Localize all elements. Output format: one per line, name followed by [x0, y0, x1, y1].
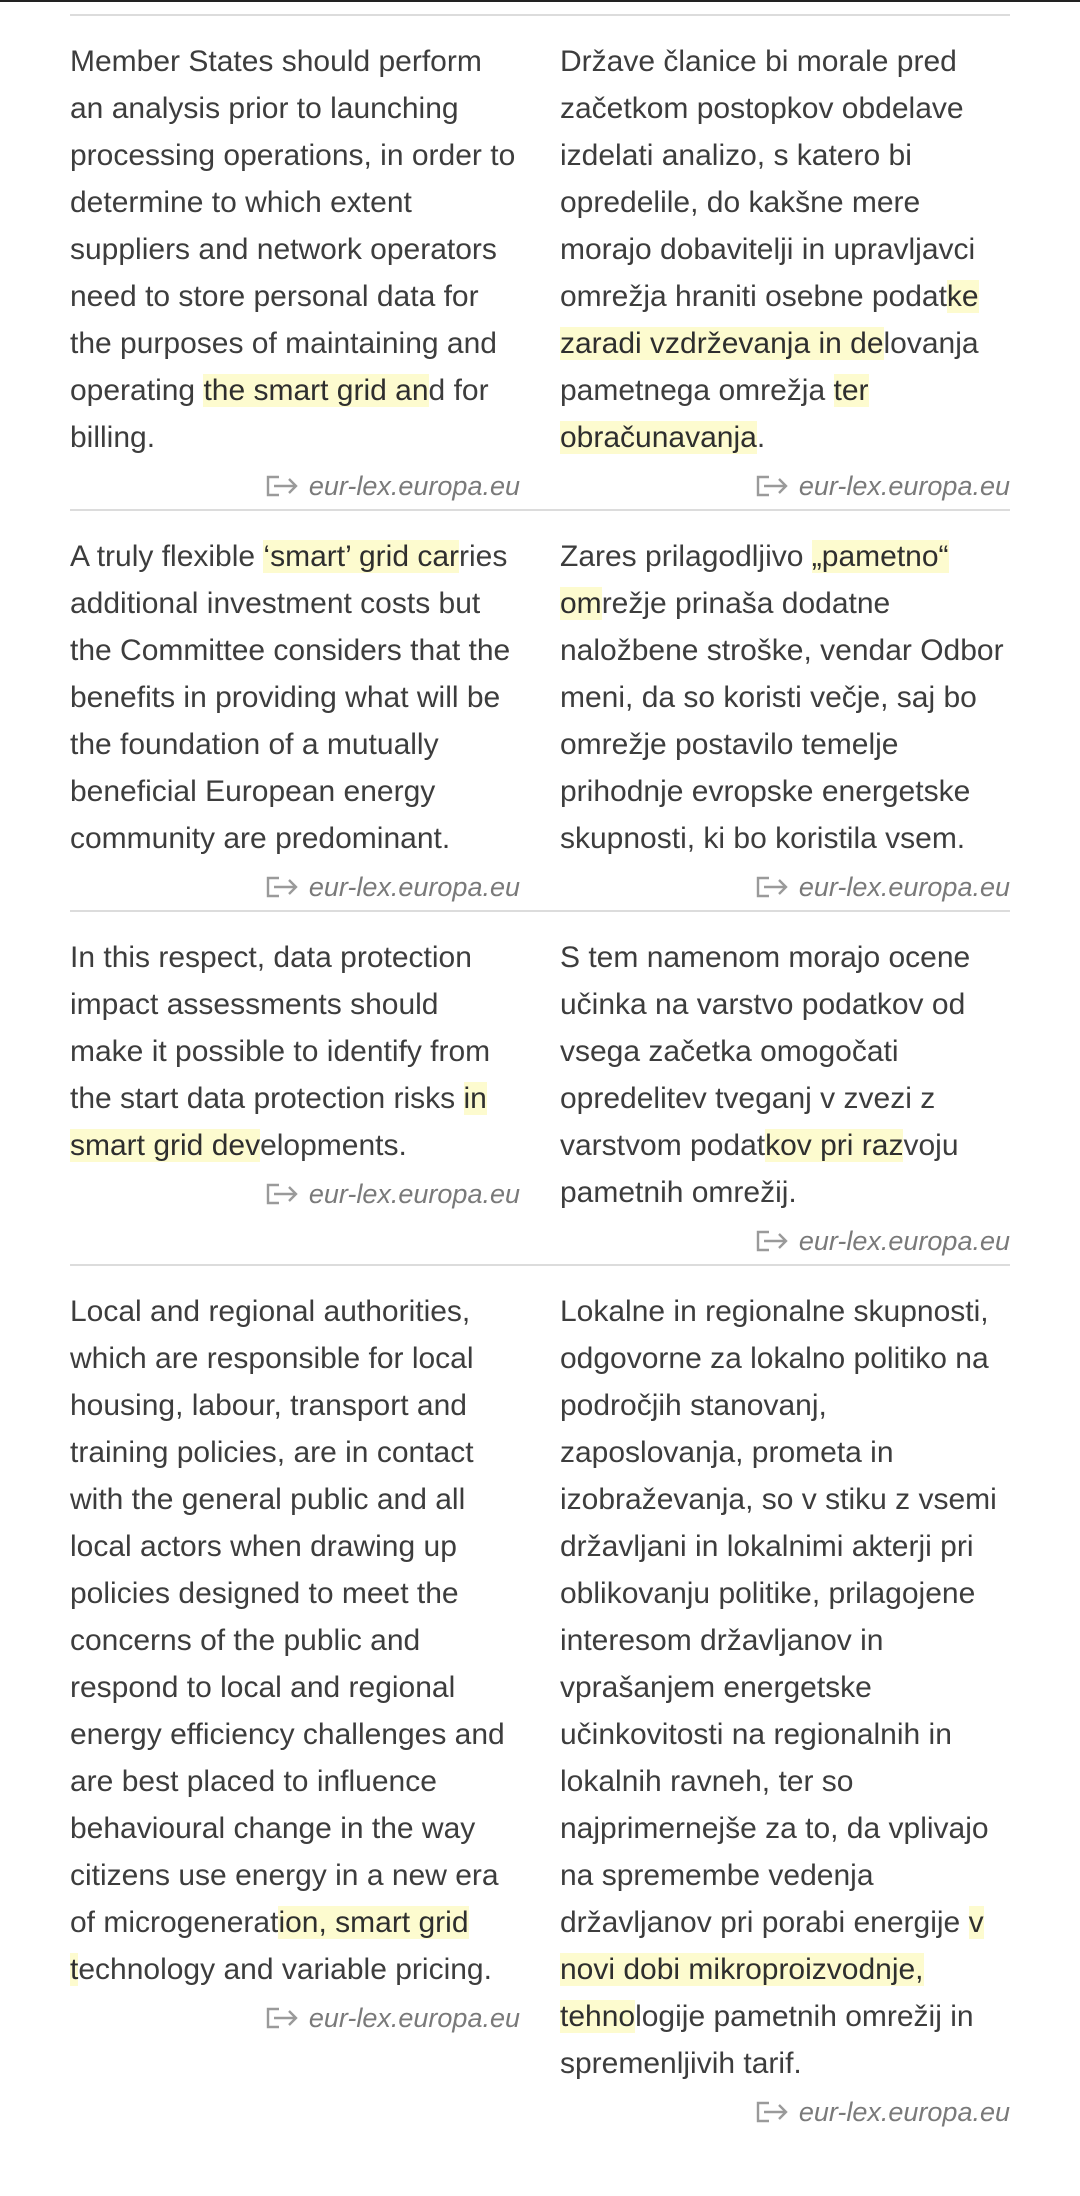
source-domain: eur-lex.europa.eu [308, 871, 520, 902]
source-domain: eur-lex.europa.eu [308, 2002, 520, 2033]
highlighted-term: the smart grid an [203, 374, 429, 407]
top-divider [0, 0, 1080, 2]
target-sentence-sl [560, 934, 1010, 1264]
target-sentence-sl [560, 1288, 1010, 2135]
sentence-text: Member States should perform an analysis prior to launching processing operations, in order to determine to which extent suppliers and network operators need to store personal data for the purposes of maintaining and operating the smart grid and for billing. [70, 45, 516, 454]
example-entry [70, 14, 1010, 509]
sentence-text: In this respect, data protection impact assessments should make it possible to identify from the start data protection risks in smart grid developments. [70, 941, 491, 1162]
sentence-text: Države članice bi morale pred začetkom postopkov obdelave izdelati analizo, s katero bi opredelile, do kakšne mere morajo dobavitelji in upravljavci omrežja hraniti osebne podatke zaradi vzdrževanja in delovanja pametnega omrežja ter obračunavanja. [560, 45, 979, 454]
external-link-icon [265, 1181, 301, 1207]
translation-examples-list [70, 14, 1010, 2135]
highlighted-term: ion, smart grid t [70, 1906, 469, 1986]
source-link[interactable] [560, 2089, 1010, 2135]
sentence-text: Zares prilagodljivo „pametno“ omrežje prinaša dodatne naložbene stroške, vendar Odbor meni, da so koristi večje, saj bo omrežje postavilo temelje prihodnje evropske energetske skupnosti, ki bo koristila vsem. [560, 540, 1004, 855]
highlighted-term: „pametno“ om [560, 540, 949, 620]
highlighted-term: kov pri raz [765, 1129, 904, 1162]
source-domain: eur-lex.europa.eu [798, 470, 1010, 501]
external-link-icon [755, 874, 791, 900]
sentence-text: Lokalne in regionalne skupnosti, odgovorne za lokalno politiko na področjih stanovanj, zaposlovanja, prometa in izobraževanja, so v stiku z vsemi državljani in lokalnimi akterji pri oblikovanju politike, prilagojene interesom državljanov in vprašanjem energetske učinkovitosti na regionalnih in lokalnih ravneh, ter so najprimernejše za to, da vplivajo na spremembe vedenja državljanov pri porabi energije v novi dobi mikroproizvodnje, tehnologije pametnih omrežij in spremenljivih tarif. [560, 1295, 997, 2080]
sentence-text: A truly flexible ‘smart’ grid carries additional investment costs but the Committee considers that the benefits in providing what will be the foundation of a mutually beneficial European energy community are predominant. [70, 540, 511, 855]
source-link[interactable] [560, 463, 1010, 509]
example-entry [70, 910, 1010, 1264]
source-sentence-en [70, 934, 520, 1264]
source-domain: eur-lex.europa.eu [308, 470, 520, 501]
highlighted-term: ter obračunavanja [560, 374, 869, 454]
source-link[interactable] [560, 864, 1010, 910]
external-link-icon [265, 2005, 301, 2031]
example-entry [70, 1264, 1010, 2135]
source-domain: eur-lex.europa.eu [798, 1225, 1010, 1256]
sentence-text: Local and regional authorities, which are responsible for local housing, labour, transport and training policies, are in contact with the general public and all local actors when drawing up policies designed to meet the concerns of the public and respond to local and regional energy efficiency challenges and are best placed to influence behavioural change in the way citizens use energy in a new era of microgeneration, smart grid technology and variable pricing. [70, 1295, 505, 1986]
highlighted-term: ‘smart’ grid car [263, 540, 460, 573]
source-sentence-en [70, 38, 520, 509]
target-sentence-sl [560, 533, 1010, 910]
highlighted-term: in smart grid dev [70, 1082, 487, 1162]
source-link[interactable] [70, 864, 520, 910]
source-domain: eur-lex.europa.eu [308, 1178, 520, 1209]
source-domain: eur-lex.europa.eu [798, 871, 1010, 902]
external-link-icon [755, 2099, 791, 2125]
source-domain: eur-lex.europa.eu [798, 2096, 1010, 2127]
sentence-text: S tem namenom morajo ocene učinka na varstvo podatkov od vsega začetka omogočati opredelitev tveganj v zvezi z varstvom podatkov pri razvoju pametnih omrežij. [560, 941, 971, 1209]
highlighted-term: ke zaradi vzdrževanja in de [560, 280, 979, 360]
source-link[interactable] [70, 1995, 520, 2041]
external-link-icon [755, 1228, 791, 1254]
highlighted-term: v novi dobi mikroproizvodnje, tehno [560, 1906, 984, 2033]
external-link-icon [755, 473, 791, 499]
source-link[interactable] [70, 463, 520, 509]
source-sentence-en [70, 1288, 520, 2135]
source-link[interactable] [70, 1171, 520, 1217]
example-entry [70, 509, 1010, 910]
external-link-icon [265, 473, 301, 499]
source-sentence-en [70, 533, 520, 910]
target-sentence-sl [560, 38, 1010, 509]
source-link[interactable] [560, 1218, 1010, 1264]
external-link-icon [265, 874, 301, 900]
